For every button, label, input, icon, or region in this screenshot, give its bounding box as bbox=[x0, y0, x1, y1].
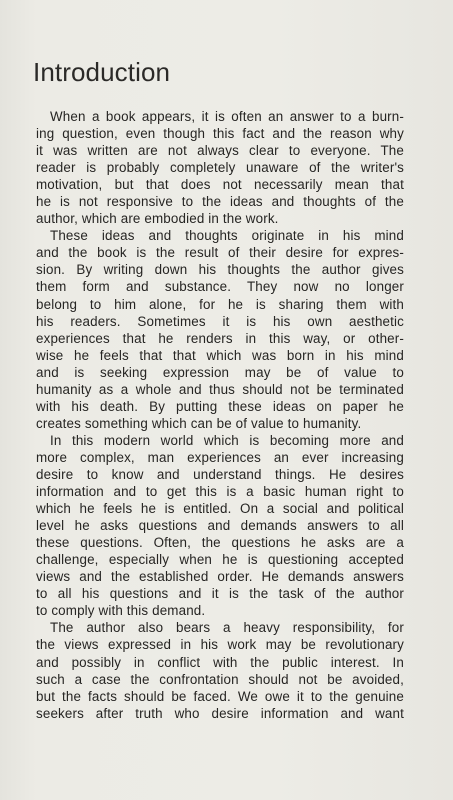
text-line: his readers. Sometimes it is his own aesthetic bbox=[36, 313, 404, 329]
text-line: such a case the confrontation should not be avoided, bbox=[36, 671, 404, 687]
text-line: motivation, but that does not necessarily mean that bbox=[36, 177, 404, 193]
text-line: them form and substance. They now no longer bbox=[36, 279, 404, 295]
text-line: In this modern world which is becoming more and bbox=[50, 432, 404, 448]
text-line: level he asks questions and demands answers to all bbox=[36, 518, 404, 534]
text-line: and is seeking expression may be of value to bbox=[36, 364, 404, 380]
text-line: these questions. Often, the questions he asks are a bbox=[36, 535, 404, 551]
body-text bbox=[36, 108, 404, 722]
text-line: When a book appears, it is often an answer to a burn- bbox=[50, 109, 404, 124]
text-line: it was written are not always clear to everyone. The bbox=[36, 143, 404, 159]
text-line: wise he feels that that which was born in his mind bbox=[36, 347, 404, 363]
text-line: belong to him alone, for he is sharing them with bbox=[36, 296, 404, 312]
text-line: with his death. By putting these ideas on paper he bbox=[36, 398, 404, 414]
text-line: reader is probably completely unaware of the writer's bbox=[36, 160, 404, 176]
text-line: and possibly in conflict with the public interest. In bbox=[36, 654, 404, 670]
text-line: humanity as a whole and thus should not be terminated bbox=[36, 381, 404, 397]
text-line: but the facts should be faced. We owe it to the genuine bbox=[36, 688, 404, 704]
text-line: views and the established order. He demands answers bbox=[36, 569, 404, 585]
text-line: These ideas and thoughts originate in his mind bbox=[50, 228, 404, 244]
text-line: challenge, especially when he is questioning accepted bbox=[36, 552, 404, 568]
text-line: the views expressed in his work may be revolutionary bbox=[36, 637, 404, 653]
text-line: he is not responsive to the ideas and thoughts of the bbox=[36, 194, 404, 210]
text-line: author, which are embodied in the work. bbox=[36, 211, 279, 227]
text-line: The author also bears a heavy responsibility, for bbox=[50, 620, 404, 636]
text-line: ing question, even though this fact and the reason why bbox=[36, 126, 404, 142]
text-line: and the book is the result of their desire for expres- bbox=[36, 245, 404, 261]
text-line: to all his questions and it is the task of the author bbox=[36, 586, 404, 602]
text-line: seekers after truth who desire information and want bbox=[36, 705, 404, 721]
text-line: to comply with this demand. bbox=[36, 603, 206, 619]
page-title: Introduction bbox=[33, 57, 171, 87]
text-line: sion. By writing down his thoughts the author gives bbox=[36, 262, 404, 278]
text-line: more complex, man experiences an ever increasing bbox=[36, 449, 404, 465]
paragraph-2 bbox=[36, 227, 404, 432]
text-line: information and to get this is a basic human right to bbox=[36, 484, 404, 500]
text-line: creates something which can be of value to humanity. bbox=[36, 415, 362, 431]
text-line: experiences that he renders in this way, or other- bbox=[36, 330, 404, 346]
text-line: desire to know and understand things. He desires bbox=[36, 466, 404, 482]
paragraph-4 bbox=[36, 619, 404, 721]
paragraph-1 bbox=[36, 108, 404, 227]
paragraph-3 bbox=[36, 432, 404, 620]
text-line: which he feels he is entitled. On a social and political bbox=[36, 501, 404, 517]
